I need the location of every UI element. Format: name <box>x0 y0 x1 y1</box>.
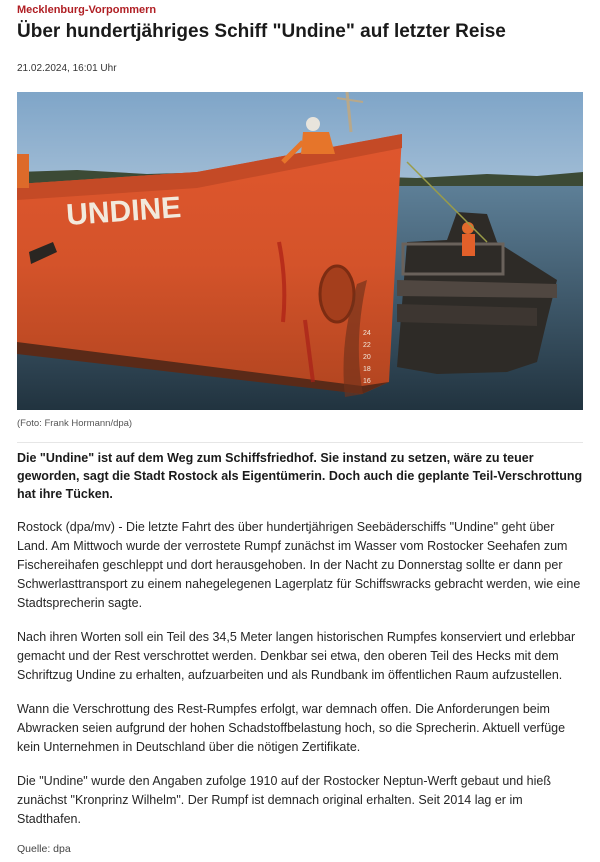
ship-lettering: UNDINE <box>65 191 183 232</box>
draft-mark: 24 <box>363 330 371 337</box>
draft-mark: 16 <box>363 378 371 385</box>
article-headline: Über hundertjähriges Schiff "Undine" auf letzter Reise <box>17 21 506 42</box>
divider <box>17 442 583 443</box>
article-paragraph: Rostock (dpa/mv) - Die letzte Fahrt des über hundertjährigen Seebäderschiffs "Undine" geht über Land. Am Mittwoch wurde der verrostete Rumpf zunächst im Wasser vom Rostocker Seehafen zum Fischereihafen geschleppt und dort herausgehoben. In der Nacht zu Donnerstag sollte er dann per Schwerlasttransport zu einem nahegelegenen Lagerplatz für Schiffswracks gebracht werden, wie eine Stadtsprecherin sagte. <box>17 520 581 610</box>
worker-helmet <box>306 117 320 131</box>
photo-credit: (Foto: Frank Hormann/dpa) <box>17 418 133 429</box>
article <box>0 3 600 855</box>
draft-mark: 18 <box>363 366 371 373</box>
article-lead: Die "Undine" ist auf dem Weg zum Schiffsfriedhof. Sie instand zu setzen, wäre zu teuer geworden, sagt die Stadt Rostock als Eigentümerin. Doch auch die geplante Teil-Verschrottung hat ihre Tücken. <box>17 451 583 501</box>
article-paragraph: Wann die Verschrottung des Rest-Rumpfes erfolgt, war demnach offen. Die Anforderungen beim Abwracken seien aufgrund der hohen Schadstoffbelastung hoch, so die Sprecherin. Aktuell verfüge kein Unternehmen in Deutschland über die nötigen Zertifikate. <box>17 702 566 754</box>
porthole <box>320 266 354 322</box>
region-kicker[interactable]: Mecklenburg-Vorpommern <box>17 4 157 16</box>
article-paragraph: Die "Undine" wurde den Angaben zufolge 1910 auf der Rostocker Neptun-Werft gebaut und hieß zunächst "Kronprinz Wilhelm". Der Rumpf ist demnach original erhalten. Seit 2014 lag er im Stadthafen. <box>17 774 551 826</box>
article-paragraph: Nach ihren Worten soll ein Teil des 34,5 Meter langen historischen Rumpfes konserviert und erlebbar gemacht und der Rest verschrottet werden. Denkbar sei etwa, den oberen Teil des Hecks mit dem Schriftzug Undine zu erhalten, aufzuarbeiten und als Rundbank im öffentlichen Raum aufzustellen. <box>17 630 576 682</box>
article-photo[interactable] <box>17 92 583 410</box>
draft-mark: 22 <box>363 342 371 349</box>
draft-mark: 20 <box>363 354 371 361</box>
article-dateline: 21.02.2024, 16:01 Uhr <box>17 63 117 74</box>
worker-on-deck <box>301 132 335 154</box>
worker-left-edge <box>17 154 29 188</box>
article-source: Quelle: dpa <box>17 843 71 855</box>
